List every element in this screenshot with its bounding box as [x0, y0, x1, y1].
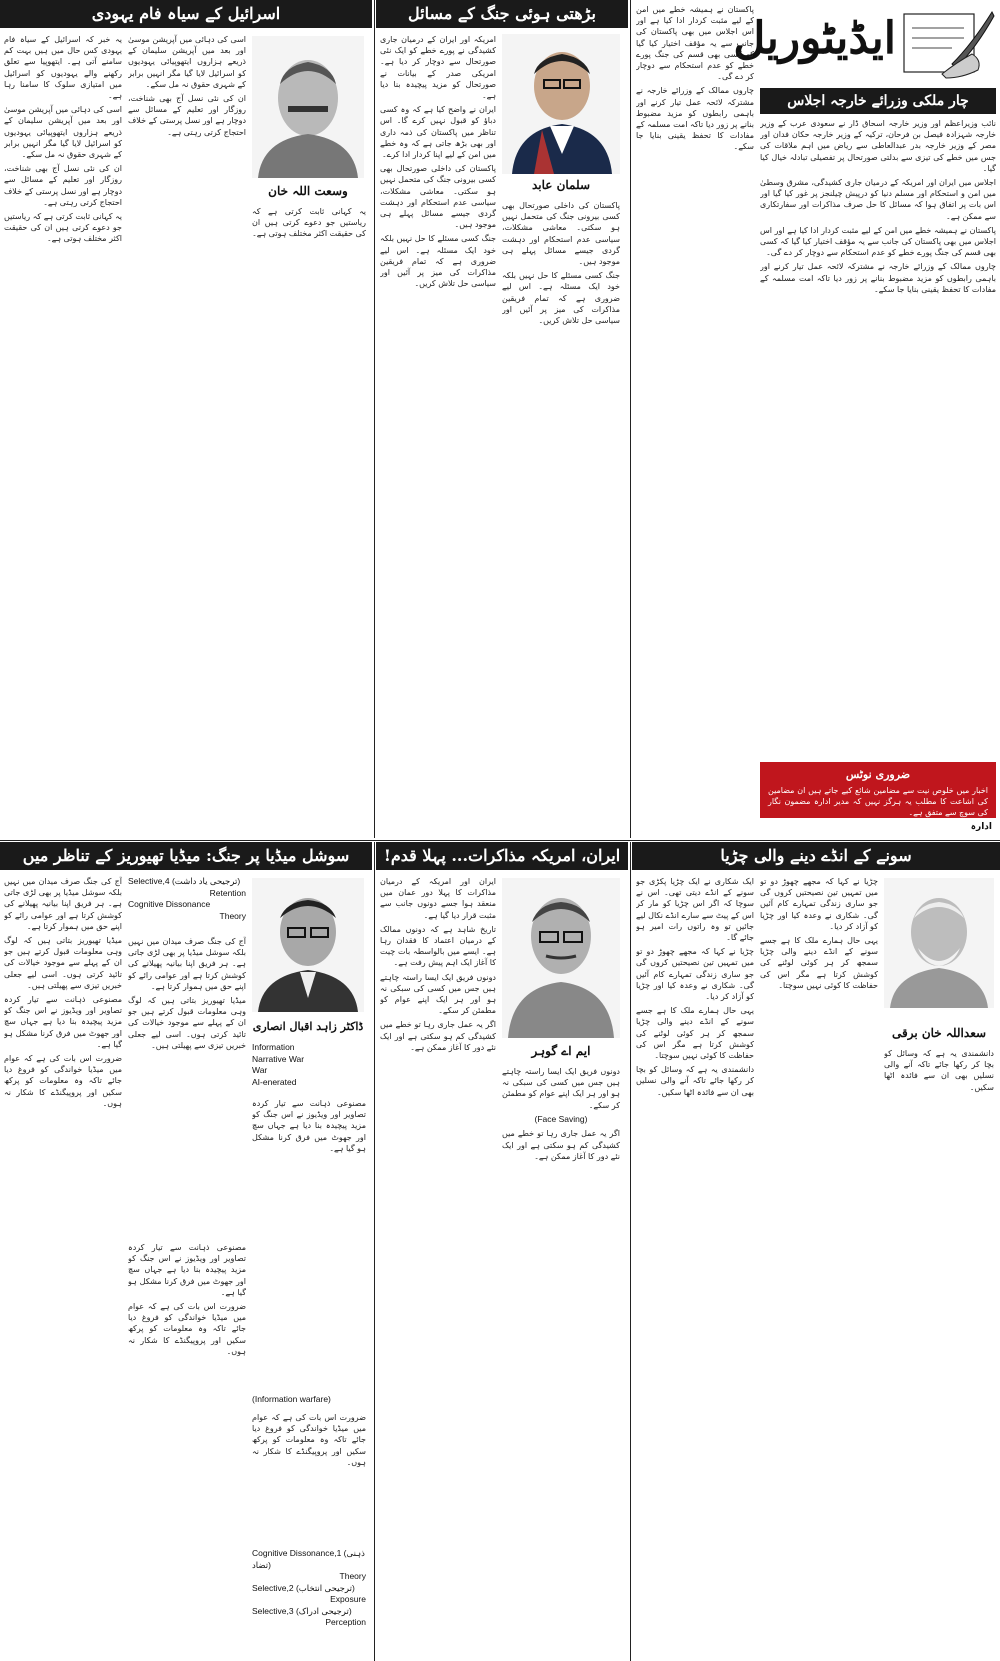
theory-term: Narrative War [252, 1053, 305, 1064]
author-photo [502, 878, 620, 1038]
editorial-sign: ادارہ [970, 822, 992, 832]
theory-term: Theory [339, 1571, 366, 1581]
article-body-middle-top [128, 936, 246, 1236]
media-theory-terms-mid [252, 1042, 366, 1088]
article-salman-abid [376, 0, 628, 838]
article-paragraph: پاکستان کی داخلی صورتحال بھی کسی بیرونی جنگ کی متحمل نہیں ہو سکتی۔ معاشی مشکلات، سیاسی عدم استحکام اور دہشت گردی جیسے مسائل پہلے ہی موجود ہیں۔ [380, 164, 496, 230]
notice-text: اخبار میں خلوص نیت سے مضامین شائع کیے جاتے ہیں ان مضامین کی اشاعت کا مطلب یہ ہرگز نہیں کہ مدیر ادارہ مضمون نگار کی سوچ سے متفق ہے۔ [768, 786, 988, 817]
article-ma-gohar [376, 842, 628, 1661]
notice-title: ضروری نوٹس [845, 768, 911, 781]
article-paragraph: دانشمندی یہ ہے کہ وسائل کو بچا کر رکھا جائے تاکہ آنے والی نسلیں بھی ان سے فائدہ اٹھا سکیں۔ [884, 1049, 994, 1092]
article-body-left [4, 876, 122, 1656]
article-paragraph: چڑیا نے کہا کہ مجھے چھوڑ دو تو میں تمہیں تین نصیحتیں کروں گی جو ساری زندگی تمہارے کام آئیں گی۔ شکاری نے وعدہ کیا اور چڑیا کو آزاد کر دیا۔ [636, 947, 754, 1002]
author-photo [252, 36, 364, 178]
article-paragraph: دونوں فریق ایک ایسا راستہ چاہتے ہیں جس میں کسی کی سبکی نہ ہو اور ہر ایک اپنے عوام کو مطمئن کر سکے۔ [380, 972, 496, 1016]
article-body-right-lower [252, 1412, 366, 1542]
article-body [636, 876, 754, 1656]
author-name: سلمان عابد [531, 178, 591, 192]
theory-term: Information [252, 1042, 295, 1052]
author-name: ڈاکٹر زاہد اقبال انصاری [252, 1020, 364, 1033]
article-paragraph: جنگ کسی مسئلے کا حل نہیں بلکہ خود ایک مسئلہ ہے۔ اس لیے ضروری ہے کہ تمام فریقین مذاکرات کی میز پر آئیں اور سیاسی حل تلاش کریں۔ [380, 234, 496, 289]
article-body-continued [502, 1066, 620, 1656]
article-headline: بڑھتی ہوئی جنگ کے مسائل [376, 0, 628, 28]
article-paragraph: ان کی نئی نسل آج بھی شناخت، روزگار اور تعلیم کے مسائل سے دوچار ہے اور نسل پرستی کے خلاف احتجاج کرتی رہتی ہے۔ [4, 164, 122, 207]
article-paragraph: دانشمندی یہ ہے کہ وسائل کو بچا کر رکھا جائے تاکہ آنے والی نسلیں بھی ان سے فائدہ اٹھا سکیں۔ [636, 1065, 754, 1097]
article-headline: سونے کے انڈے دینے والی چڑیا [632, 842, 1000, 870]
article-saadullah-khan [632, 842, 1000, 1661]
article-paragraph: ایران اور امریکہ کے درمیان مذاکرات کا پہلا دور عمان میں منعقد ہوا جسے دونوں جانب سے مثبت قرار دیا گیا ہے۔ [380, 877, 496, 920]
article-body [380, 34, 496, 834]
editorial-paragraph: چاروں ممالک کے وزرائے خارجہ نے مشترکہ لائحہ عمل تیار کرنے اور باہمی رابطوں کو مزید مضبوط بنانے پر زور دیا تاکہ امت مسلمہ کے مفادات کا تحفظ یقینی بنایا جا سکے۔ [636, 86, 754, 152]
theory-term: AI-enerated [252, 1076, 297, 1087]
author-photo [884, 878, 994, 1008]
article-body-continued [502, 200, 620, 834]
article-body [380, 876, 496, 1656]
editorial-pen-illustration [902, 4, 996, 82]
article-paragraph: تاریخ شاہد ہے کہ دونوں ممالک کے درمیان اعتماد کا فقدان رہا ہے۔ ایسے میں بالواسطہ بات چیت کا آغاز ایک اہم پیش رفت ہے۔ [380, 924, 496, 968]
article-paragraph: آج کی جنگ صرف میدان میں نہیں بلکہ سوشل میڈیا پر بھی لڑی جاتی ہے۔ ہر فریق اپنا بیانیہ پھیلانے کی کوشش کرتا ہے اور عوامی رائے کو اپنے حق میں ہموار کرتا ہے۔ [4, 877, 122, 931]
theory-term: Perception [325, 1617, 366, 1627]
article-paragraph: یہی حال ہمارے ملک کا ہے جسے سونے کے انڈے دینے والی چڑیا سمجھ کر ہر کوئی لوٹنے کی کوشش کرتا ہے مگر اس کی حفاظت کا کوئی نہیں سوچتا۔ [760, 936, 878, 990]
theory-term: Retention [209, 887, 246, 898]
theory-term: Cognitive Dissonance [128, 899, 211, 909]
face-saving-term: (Face Saving) [534, 1113, 588, 1124]
column-rule [630, 0, 631, 838]
editorial-body-left [636, 4, 754, 814]
editorial-notice [760, 762, 996, 818]
article-body-continued [252, 206, 366, 834]
article-paragraph: میڈیا تھیوریز بتاتی ہیں کہ لوگ وہی معلومات قبول کرتے ہیں جو ان کے پہلے سے موجود خیالات کی تائید کرتی ہوں۔ اسی لیے جعلی خبریں تیزی سے پھیلتی ہیں۔ [128, 996, 246, 1050]
article-body-continued [884, 1048, 994, 1656]
article-paragraph: ایک شکاری نے ایک چڑیا پکڑی جو سونے کے انڈے دیتی تھی۔ اس نے سوچا کہ اگر اس چڑیا کو مار کر اس کے پیٹ سے سارے انڈے نکال لیے جائیں تو وہ راتوں رات امیر ہو جائے گا۔ [636, 877, 754, 943]
article-headline: سوشل میڈیا پر جنگ: میڈیا تھیوریز کے تناظر میں [0, 842, 372, 870]
author-name: ایم اے گوہر [531, 1044, 591, 1058]
article-body-middle-bottom [128, 1242, 246, 1656]
article-paragraph: مصنوعی ذہانت سے تیار کردہ تصاویر اور ویڈیوز نے اس جنگ کو مزید پیچیدہ بنا دیا ہے جہاں سچ اور جھوٹ میں فرق کرنا مشکل ہو گیا ہے۔ [252, 1099, 366, 1153]
editorial-paragraph: اجلاس میں ایران اور امریکہ کے درمیان جاری کشیدگی، مشرق وسطیٰ میں امن و استحکام اور مسلم دنیا کو درپیش چیلنجز پر غور کیا گیا اور اس بات پر اتفاق ہوا کہ مسائل کا حل صرف مذاکرات اور سفارتکاری سے ممکن ہے۔ [760, 178, 996, 221]
editorial-paragraph: پاکستان نے ہمیشہ خطے میں امن کے لیے مثبت کردار ادا کیا ہے اور اس اجلاس میں بھی پاکستان کی جانب سے یہ مؤقف اختیار کیا گیا کہ کسی بھی قسم کی جنگ پورے خطے کو عدم استحکام سے دوچار کر دے گی۔ [760, 225, 996, 258]
article-paragraph: آج کی جنگ صرف میدان میں نہیں بلکہ سوشل میڈیا پر بھی لڑی جاتی ہے۔ ہر فریق اپنا بیانیہ پھیلانے کی کوشش کرتا ہے اور عوامی رائے کو اپنے حق میں ہموار کرتا ہے۔ [128, 937, 246, 991]
article-paragraph: دونوں فریق ایک ایسا راستہ چاہتے ہیں جس میں کسی کی سبکی نہ ہو اور ہر ایک اپنے عوام کو مطمئن کر سکے۔ [502, 1067, 620, 1110]
section-rule [0, 840, 1000, 841]
editorial-paragraph: نائب وزیراعظم اور وزیر خارجہ اسحاق ڈار نے سعودی عرب کے وزیر خارجہ شہزادہ فیصل بن فرحان، ترکیہ کے وزیر خارجہ حکان فدان اور مصر کے وزیر خارجہ بدر عبدالعاطی سے ریاض میں اہم ملاقات کی جس میں خطے کی تیزی سے بدلتی صورتحال پر تفصیلی تبادلہ خیال کیا گیا۔ [760, 119, 996, 173]
article-paragraph: اسی کی دہائی میں آپریشن موسیٰ اور بعد میں آپریشن سلیمان کے ذریعے ہزاروں ایتھوپیائی یہودیوں کو اسرائیل لایا گیا مگر انہیں برابر کے شہری حقوق نہ مل سکے۔ [128, 35, 246, 89]
article-paragraph: اگر یہ عمل جاری رہا تو خطے میں کشیدگی کم ہو سکتی ہے اور ایک نئے دور کا آغاز ممکن ہے۔ [502, 1129, 620, 1161]
article-body [4, 34, 122, 834]
theory-term: Selective,2 (ترجیحی انتخاب) [252, 1582, 355, 1593]
article-paragraph: امریکہ اور ایران کے درمیان جاری کشیدگی نے پورے خطے کو ایک نئی صورتحال سے دوچار کر دیا ہے۔ امریکی صدر کے بیانات نے صورتحال کو مزید پیچیدہ بنا دیا ہے۔ [380, 35, 496, 101]
article-paragraph: ایران نے واضح کیا ہے کہ وہ کسی دباؤ کو قبول نہیں کرے گا۔ اس تناظر میں پاکستان کی ذمہ داری اور بھی بڑھ جاتی ہے کہ وہ خطے میں امن کے لیے اپنا کردار ادا کرے۔ [380, 105, 496, 160]
article-paragraph: پاکستان کی داخلی صورتحال بھی کسی بیرونی جنگ کی متحمل نہیں ہو سکتی۔ معاشی مشکلات، سیاسی عدم استحکام اور دہشت گردی جیسے مسائل پہلے ہی موجود ہیں۔ [502, 201, 620, 267]
column-rule [374, 842, 375, 1661]
theory-term: Exposure [330, 1594, 366, 1604]
editorial-paragraph: پاکستان نے ہمیشہ خطے میں امن کے لیے مثبت کردار ادا کیا ہے اور اس اجلاس میں بھی پاکستان کی جانب سے یہ مؤقف اختیار کیا گیا کہ کسی بھی قسم کی جنگ پورے خطے کو عدم استحکام سے دوچار کر دے گی۔ [636, 5, 754, 82]
theory-term: War [252, 1065, 268, 1075]
article-body-middle [760, 876, 878, 1656]
article-paragraph: یہی حال ہمارے ملک کا ہے جسے سونے کے انڈے دینے والی چڑیا سمجھ کر ہر کوئی لوٹنے کی کوشش کرتا ہے مگر اس کی حفاظت کا کوئی نہیں سوچتا۔ [636, 1006, 754, 1061]
author-photo [252, 878, 364, 1012]
editorial-body-right [760, 118, 996, 758]
author-name: وسعت اللہ خان [268, 184, 348, 198]
column-rule [374, 0, 375, 838]
editorial-masthead: ایڈیٹوریل [733, 13, 896, 64]
article-paragraph: یہ کہانی ثابت کرتی ہے کہ ریاستیں جو دعوے کرتی ہیں ان کی حقیقت اکثر مختلف ہوتی ہے۔ [252, 207, 366, 239]
author-name: سعداللہ خان برقی [891, 1026, 987, 1040]
article-headline: اسرائیل کے سیاہ فام یہودی [0, 0, 372, 28]
media-theory-terms-bottom [252, 1548, 366, 1629]
article-body-middle [128, 34, 246, 834]
article-wusatullah-khan [0, 0, 372, 838]
article-paragraph: مصنوعی ذہانت سے تیار کردہ تصاویر اور ویڈیوز نے اس جنگ کو مزید پیچیدہ بنا دیا ہے جہاں سچ اور جھوٹ میں فرق کرنا مشکل ہو گیا ہے۔ [4, 995, 122, 1049]
article-paragraph: یہ خبر کہ اسرائیل کے سیاہ فام یہودی کس حال میں ہیں بہت کم سامنے آتی ہے۔ ایتھوپیا سے تعلق رکھنے والے یہودیوں کو اسرائیل میں امتیازی سلوک کا سامنا رہا ہے۔ [4, 35, 122, 101]
media-theory-terms-top [128, 876, 246, 922]
media-theory-terms-mid2 [252, 1394, 366, 1406]
article-paragraph: اگر یہ عمل جاری رہا تو خطے میں کشیدگی کم ہو سکتی ہے اور ایک نئے دور کا آغاز ممکن ہے۔ [380, 1020, 496, 1052]
article-paragraph: یہ کہانی ثابت کرتی ہے کہ ریاستیں جو دعوے کرتی ہیں ان کی حقیقت اکثر مختلف ہوتی ہے۔ [4, 212, 122, 244]
editorial-section [632, 0, 1000, 838]
theory-term: Cognitive Dissonance,1 (ذہنی تضاد) [252, 1548, 365, 1570]
article-paragraph: ضرورت اس بات کی ہے کہ عوام میں میڈیا خواندگی کو فروغ دیا جائے تاکہ وہ معلومات کو پرکھ سکیں اور پروپیگنڈے کا شکار نہ ہوں۔ [252, 1413, 366, 1467]
article-paragraph: ضرورت اس بات کی ہے کہ عوام میں میڈیا خواندگی کو فروغ دیا جائے تاکہ وہ معلومات کو پرکھ سکیں اور پروپیگنڈے کا شکار نہ ہوں۔ [128, 1302, 246, 1356]
column-rule [630, 842, 631, 1661]
article-headline: ایران، امریکہ مذاکرات... پہلا قدم! [376, 842, 628, 870]
theory-term: Selective,4 (ترجیحی یاد داشت) [128, 876, 241, 886]
editorial-paragraph: چاروں ممالک کے وزرائے خارجہ نے مشترکہ لائحہ عمل تیار کرنے اور باہمی رابطوں کو مزید مضبوط بنانے پر زور دیا تاکہ امت مسلمہ کے مفادات کا تحفظ یقینی بنایا جا سکے۔ [760, 262, 996, 294]
article-paragraph: مصنوعی ذہانت سے تیار کردہ تصاویر اور ویڈیوز نے اس جنگ کو مزید پیچیدہ بنا دیا ہے جہاں سچ اور جھوٹ میں فرق کرنا مشکل ہو گیا ہے۔ [128, 1243, 246, 1297]
article-paragraph: اسی کی دہائی میں آپریشن موسیٰ اور بعد میں آپریشن سلیمان کے ذریعے ہزاروں ایتھوپیائی یہودیوں کو اسرائیل لایا گیا مگر انہیں برابر کے شہری حقوق نہ مل سکے۔ [4, 105, 122, 160]
article-paragraph: ضرورت اس بات کی ہے کہ عوام میں میڈیا خواندگی کو فروغ دیا جائے تاکہ وہ معلومات کو پرکھ سکیں اور پروپیگنڈے کا شکار نہ ہوں۔ [4, 1054, 122, 1108]
theory-term: Selective,3 (ترجیحی ادراک) [252, 1605, 352, 1616]
article-zahid-iqbal-ansari [0, 842, 372, 1661]
article-paragraph: میڈیا تھیوریز بتاتی ہیں کہ لوگ وہی معلومات قبول کرتے ہیں جو ان کے پہلے سے موجود خیالات کی تائید کرتی ہوں۔ اسی لیے جعلی خبریں تیزی سے پھیلتی ہیں۔ [4, 936, 122, 990]
article-paragraph: ان کی نئی نسل آج بھی شناخت، روزگار اور تعلیم کے مسائل سے دوچار ہے اور نسل پرستی کے خلاف احتجاج کرتی رہتی ہے۔ [128, 94, 246, 137]
author-photo [502, 34, 620, 174]
editorial-headline: چار ملکی وزرائے خارجہ اجلاس [760, 88, 996, 114]
article-paragraph: چڑیا نے کہا کہ مجھے چھوڑ دو تو میں تمہیں تین نصیحتیں کروں گی جو ساری زندگی تمہارے کام آئیں گی۔ شکاری نے وعدہ کیا اور چڑیا کو آزاد کر دیا۔ [760, 877, 878, 931]
theory-term: Theory [219, 910, 246, 921]
theory-term: (Information warfare) [252, 1394, 331, 1404]
article-paragraph: جنگ کسی مسئلے کا حل نہیں بلکہ خود ایک مسئلہ ہے۔ اس لیے ضروری ہے کہ تمام فریقین مذاکرات کی میز پر آئیں اور سیاسی حل تلاش کریں۔ [502, 271, 620, 326]
article-body-right [252, 1098, 366, 1388]
